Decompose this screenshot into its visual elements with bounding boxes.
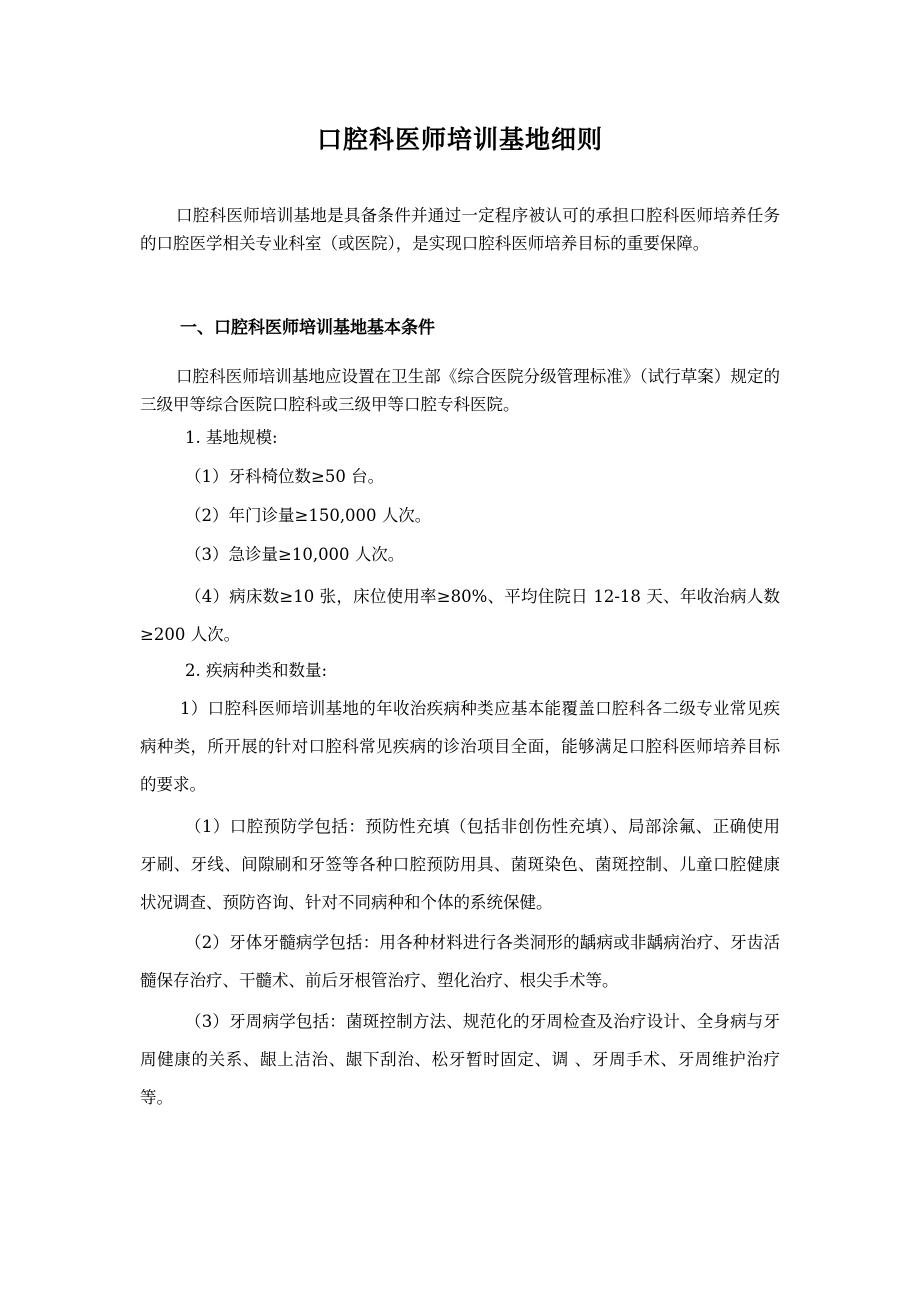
item-2-a: （1）口腔预防学包括：预防性充填（包括非创伤性充填）、局部涂氟、正确使用牙刷、牙线、间隙刷和牙签等各种口腔预防用具、菌斑染色、菌斑控制、儿童口腔健康状况调查、预防咨询、针对不同病种和个体的系统保健。 xyxy=(140,817,780,912)
item-1-a: （1）牙科椅位数≥50 台。 xyxy=(185,467,385,486)
item-2-heading: 2. 疾病种类和数量: xyxy=(185,661,328,680)
item-1-c: （3）急诊量≥10,000 人次。 xyxy=(185,545,405,564)
section-heading: 一、口腔科医师培训基地基本条件 xyxy=(180,318,435,338)
page-title: 口腔科医师培训基地细则 xyxy=(316,125,603,154)
item-2-intro: 1）口腔科医师培训基地的年收治疾病种类应基本能覆盖口腔科各二级专业常见疾病种类，所开展的针对口腔科常见疾病的诊治项目全面，能够满足口腔科医师培养目标的要求。 xyxy=(140,699,780,794)
intro-paragraph: 口腔科医师培训基地是具备条件并通过一定程序被认可的承担口腔科医师培养任务的口腔医学相关专业科室（或医院），是实现口腔科医师培养目标的重要保障。 xyxy=(140,206,780,253)
item-2-b: （2）牙体牙髓病学包括：用各种材料进行各类洞形的龋病或非龋病治疗、牙齿活髓保存治疗、干髓术、前后牙根管治疗、塑化治疗、根尖手术等。 xyxy=(140,933,780,990)
section-intro-paragraph: 口腔科医师培训基地应设置在卫生部《综合医院分级管理标准》（试行草案）规定的三级甲等综合医院口腔科或三级甲等口腔专科医院。 xyxy=(140,367,780,414)
item-1-b: （2）年门诊量≥150,000 人次。 xyxy=(185,506,432,525)
item-1-heading: 1. 基地规模: xyxy=(185,428,278,447)
item-2-c: （3）牙周病学包括：菌斑控制方法、规范化的牙周检查及治疗设计、全身病与牙周健康的关系、龈上洁治、龈下刮治、松牙暂时固定、调 、牙周手术、牙周维护治疗等。 xyxy=(140,1012,780,1107)
item-1-d: （4）病床数≥10 张，床位使用率≥80%、平均住院日 12-18 天、年收治病人数≥200 人次。 xyxy=(140,587,780,644)
